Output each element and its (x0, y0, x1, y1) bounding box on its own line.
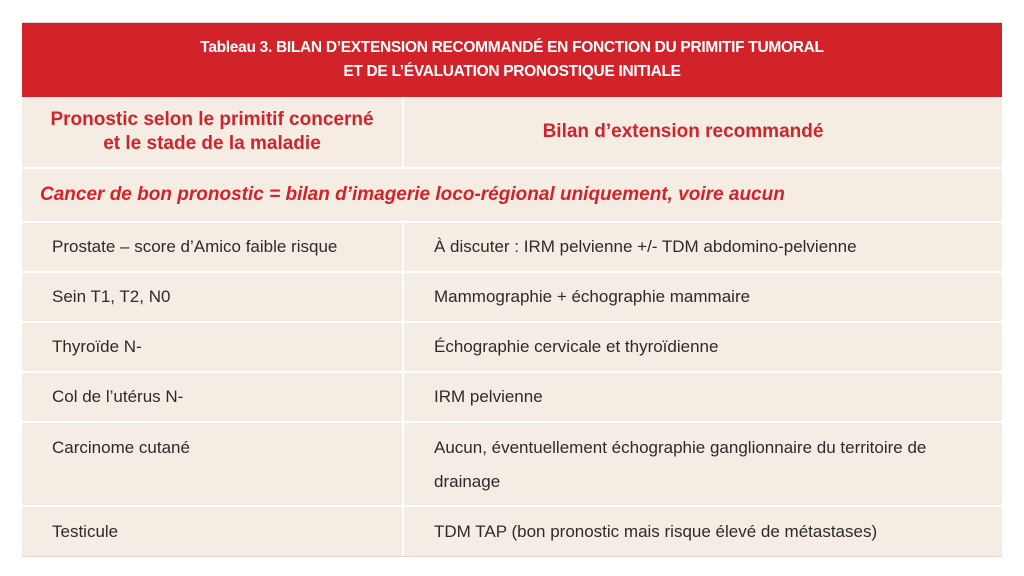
row-prognosis (22, 423, 404, 505)
header-prognosis-line1: Pronostic selon le primitif concerné (50, 109, 374, 130)
row-workup-text: Aucun, éventuellement échographie ganglionnaire du territoire de drainage (434, 438, 927, 491)
row-workup: À discuter : IRM pelvienne +/- TDM abdomino-pelvienne (434, 237, 857, 256)
row-prognosis: Sein T1, T2, N0 (22, 273, 404, 321)
extension-table (22, 22, 1002, 557)
row-prognosis-text: Carcinome cutané (52, 438, 190, 457)
table-row (22, 323, 1002, 373)
header-workup (404, 97, 1002, 167)
row-workup (404, 423, 1002, 505)
row-prognosis: Testicule (22, 507, 404, 556)
row-prognosis: Prostate – score d’Amico faible risque (22, 223, 404, 271)
table-header-row (22, 97, 1002, 169)
header-prognosis (22, 97, 404, 167)
header-workup-label: Bilan d’extension recommandé (542, 121, 824, 142)
row-workup: IRM pelvienne (434, 387, 543, 406)
row-prognosis: Thyroïde N- (22, 323, 404, 371)
table-title (22, 23, 1002, 97)
header-prognosis-line2: et le stade de la maladie (103, 133, 321, 154)
table-row (22, 223, 1002, 273)
row-workup: TDM TAP (bon pronostic mais risque élevé de métastases) (434, 521, 878, 541)
table-title-line2: ET DE L’ÉVALUATION PRONOSTIQUE INITIALE (343, 63, 681, 80)
table-row (22, 507, 1002, 556)
table-title-line1: Tableau 3. BILAN D’EXTENSION RECOMMANDÉ EN FONCTION DU PRIMITIF TUMORAL (200, 39, 824, 56)
table-row (22, 373, 1002, 423)
section-heading: Cancer de bon pronostic = bilan d’imagerie loco-régional uniquement, voire aucun (22, 169, 1002, 223)
row-workup: Mammographie + échographie mammaire (434, 287, 751, 306)
table-row (22, 273, 1002, 323)
table-row (22, 423, 1002, 507)
row-workup: Échographie cervicale et thyroïdienne (434, 337, 719, 356)
row-prognosis: Col de l’utérus N- (22, 373, 404, 421)
